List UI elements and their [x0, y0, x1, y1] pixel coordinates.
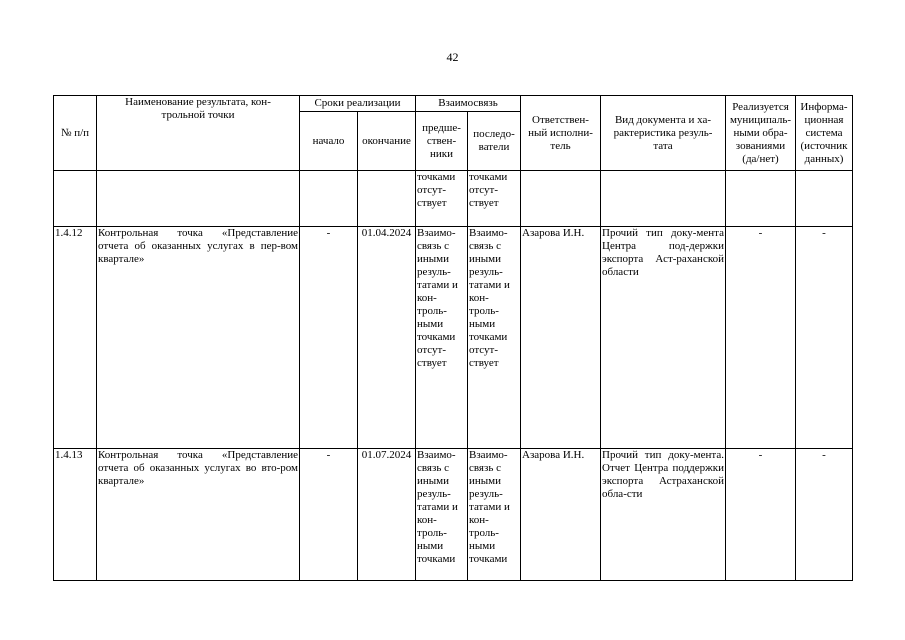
header-terms: Сроки реализации: [300, 96, 416, 112]
row-successors: Взаимо- связь с иными резуль- татами и кон- троль- ными точками: [468, 449, 521, 581]
row-end: 01.04.2024: [358, 227, 416, 449]
header-end: окончание: [358, 112, 416, 171]
row-predecessors: Взаимо- связь с иными резуль- татами и кон- троль- ными точками: [416, 449, 468, 581]
row-num: 1.4.12: [54, 227, 97, 449]
row-info: [796, 171, 853, 227]
row-end: 01.07.2024: [358, 449, 416, 581]
row-municipal: [726, 171, 796, 227]
header-municipal: Реализуется муниципаль- ными обра- зованиями (да/нет): [726, 96, 796, 171]
header-successors: последо- ватели: [468, 112, 521, 171]
row-start: [300, 171, 358, 227]
page-number: 42: [446, 50, 459, 64]
row-predecessors: Взаимо- связь с иными резуль- татами и кон- троль- ными точками отсут- ствует: [416, 227, 468, 449]
row-name: Контрольная точка «Представление отчета об оказанных услугах в пер-вом квартале»: [97, 227, 300, 449]
row-start: -: [300, 449, 358, 581]
row-municipal: -: [726, 227, 796, 449]
row-responsible: Азарова И.Н.: [521, 227, 601, 449]
row-info: -: [796, 227, 853, 449]
table-row: [54, 449, 853, 581]
results-table: [53, 95, 853, 581]
row-doc: Прочий тип доку-мента. Отчет Центра поддержки экспорта Астраханской обла-сти: [601, 449, 726, 581]
row-doc: Прочий тип доку-мента Центра под-держки экспорта Аст-раханской области: [601, 227, 726, 449]
row-predecessors: точками отсут- ствует: [416, 171, 468, 227]
row-end: [358, 171, 416, 227]
header-responsible: Ответствен- ный исполни- тель: [521, 96, 601, 171]
table-row: [54, 227, 853, 449]
header-name: Наименование результата, кон- трольной точки: [97, 96, 300, 171]
row-num: [54, 171, 97, 227]
row-info: -: [796, 449, 853, 581]
row-municipal: -: [726, 449, 796, 581]
row-name: Контрольная точка «Представление отчета об оказанных услугах во вто-ром квартале»: [97, 449, 300, 581]
table-row: [54, 171, 853, 227]
header-start: начало: [300, 112, 358, 171]
header-info-system: Информа- ционная система (источник данных): [796, 96, 853, 171]
header-num: № п/п: [54, 96, 97, 171]
row-successors: точками отсут- ствует: [468, 171, 521, 227]
header-relation: Взаимосвязь: [416, 96, 521, 112]
row-num: 1.4.13: [54, 449, 97, 581]
row-responsible: Азарова И.Н.: [521, 449, 601, 581]
header-predecessors: предше- ствен- ники: [416, 112, 468, 171]
row-name: [97, 171, 300, 227]
header-doc-type: Вид документа и ха- рактеристика резуль- тата: [601, 96, 726, 171]
row-responsible: [521, 171, 601, 227]
row-doc: [601, 171, 726, 227]
row-start: -: [300, 227, 358, 449]
row-successors: Взаимо- связь с иными резуль- татами и кон- троль- ными точками отсут- ствует: [468, 227, 521, 449]
